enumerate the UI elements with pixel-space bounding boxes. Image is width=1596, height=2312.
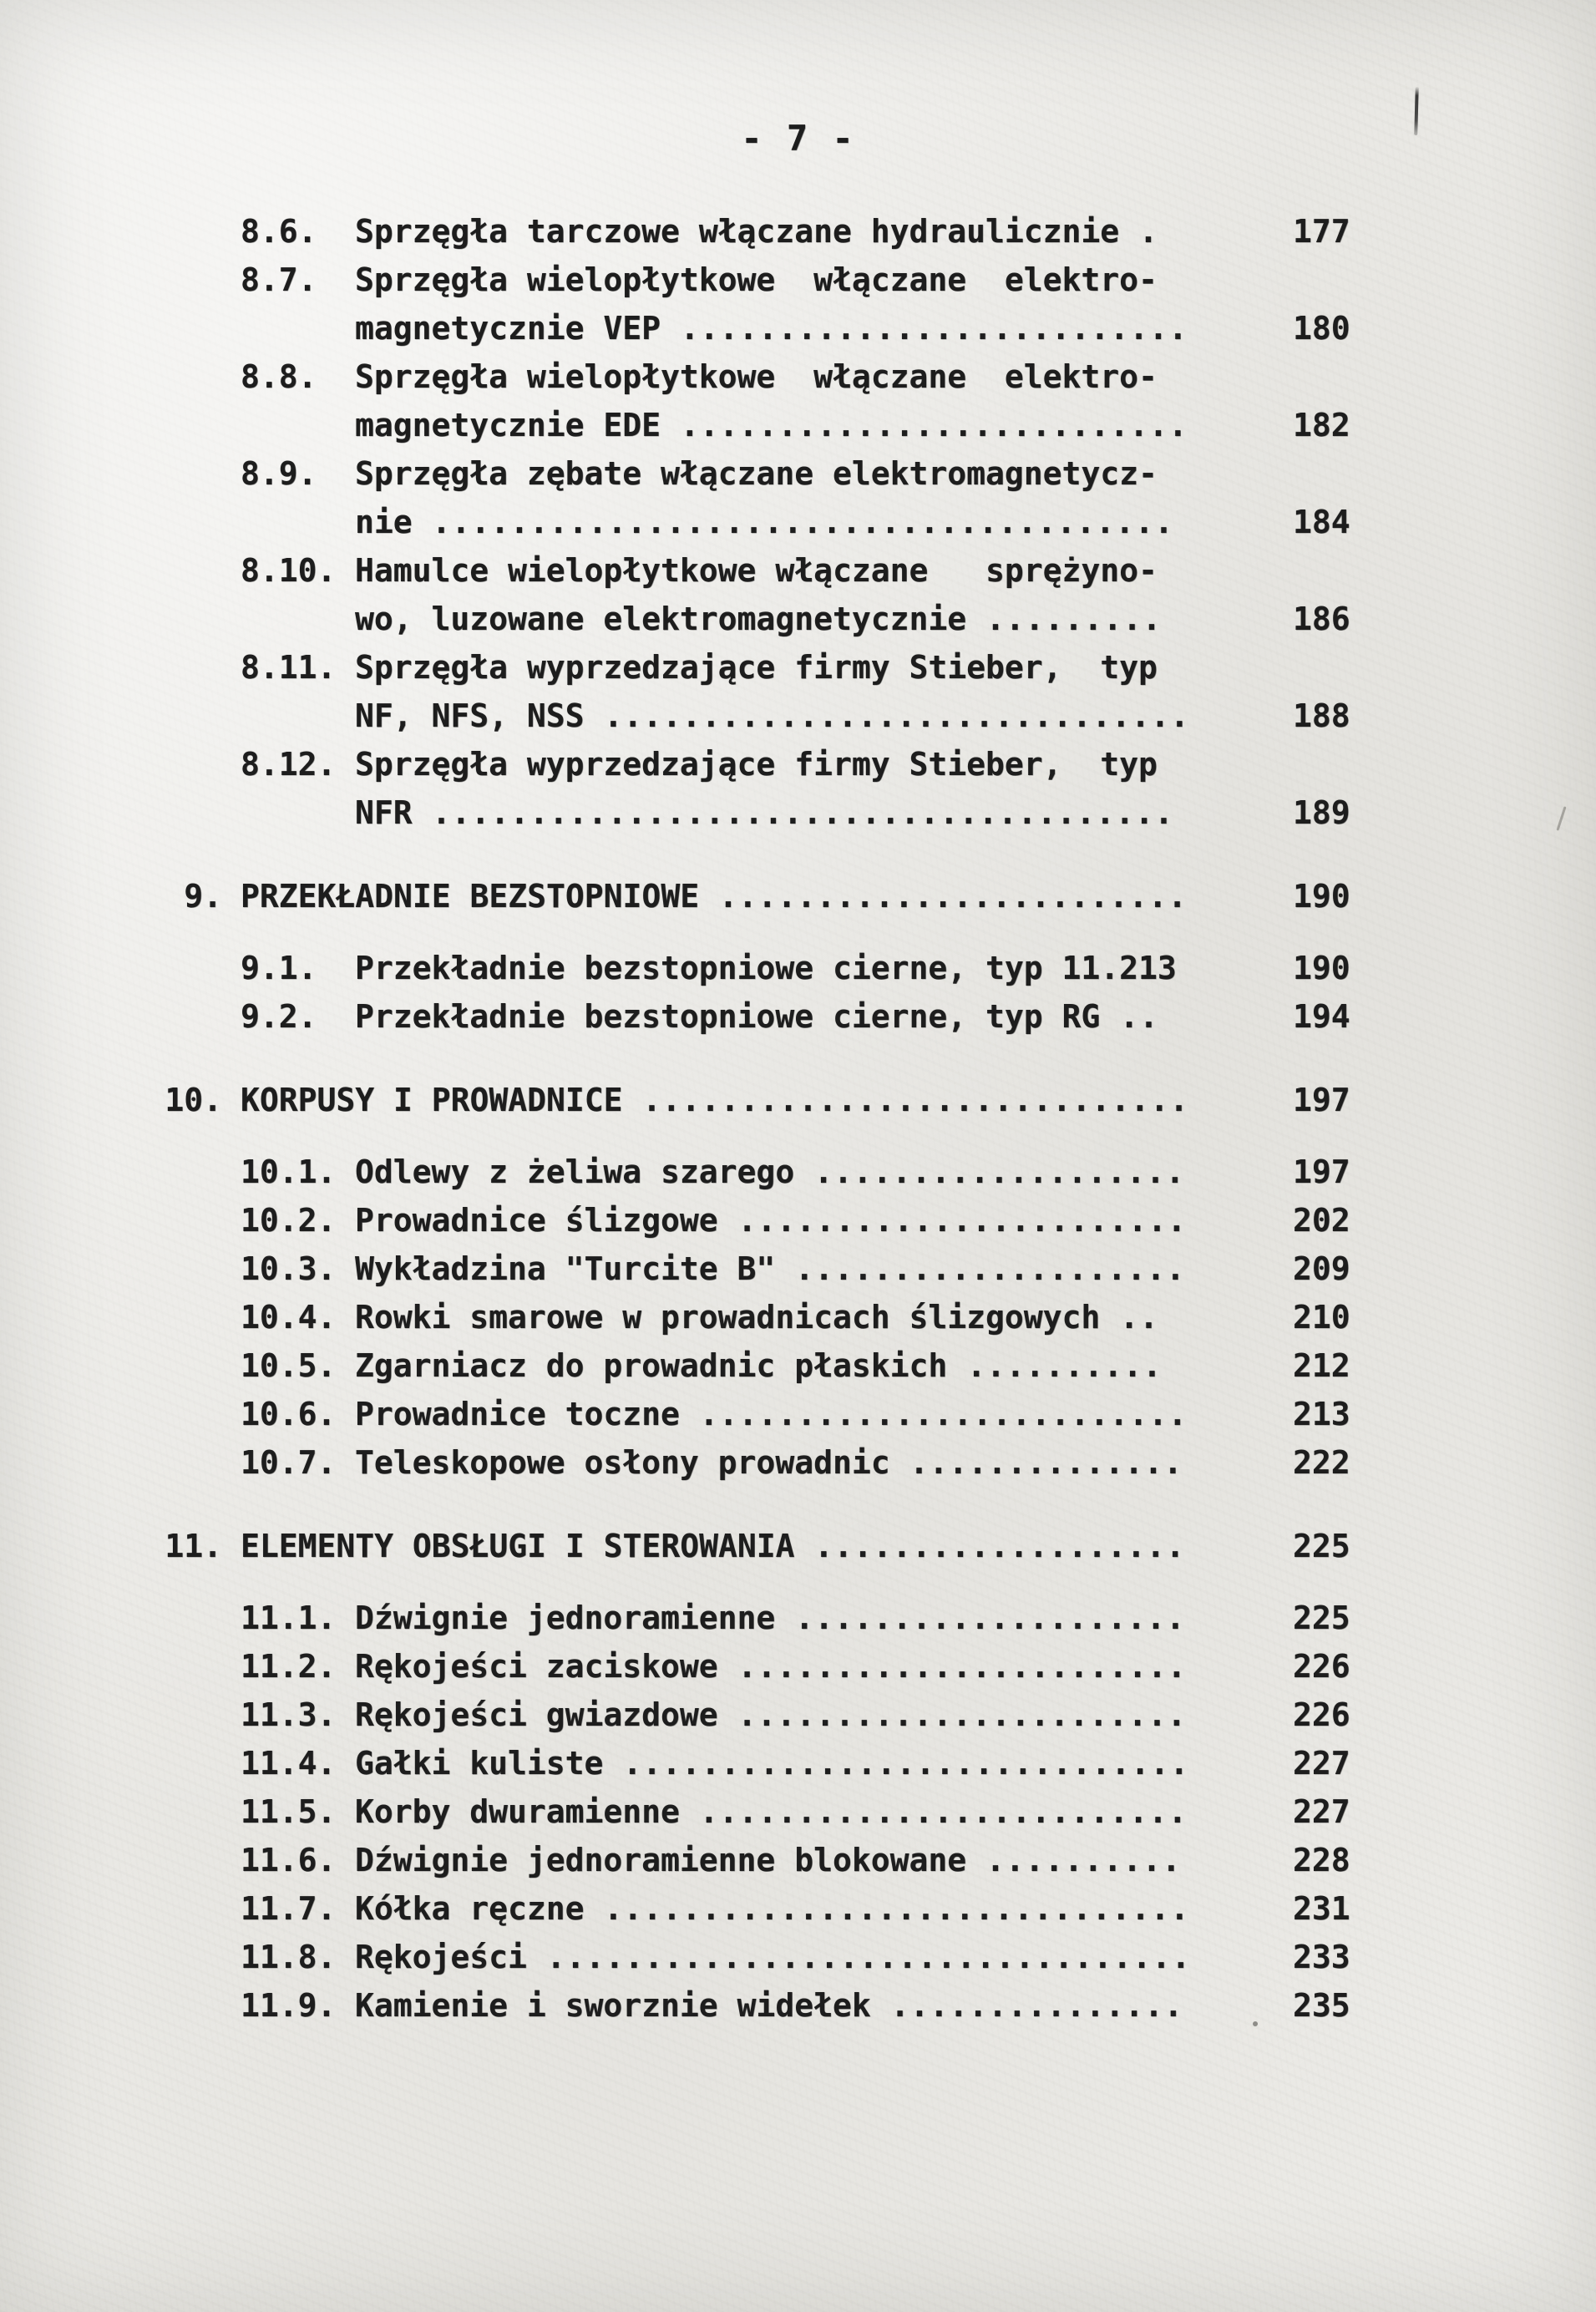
toc-leader-dots: ..........................	[661, 310, 1188, 347]
toc-entry-number: 11.4.	[241, 1745, 337, 1782]
toc-entry-title: Rękojeści zaciskowe	[355, 1648, 718, 1685]
toc-leader-dots: .................................	[526, 1939, 1191, 1975]
toc-page-number: 190	[1293, 878, 1350, 915]
toc-page-number: 227	[1293, 1793, 1350, 1830]
toc-entry-title: Rowki smarowe w prowadnicach ślizgowych	[355, 1299, 1101, 1336]
toc-leader-dots: ....................	[775, 1250, 1186, 1287]
toc-entry-title: Przekładnie bezstopniowe cierne, typ 11.213	[355, 950, 1177, 986]
toc-row	[0, 256, 1596, 304]
toc-leader-dots: .........	[966, 601, 1162, 637]
toc-entry-number: 8.8.	[241, 358, 317, 395]
toc-entry-number: 11.	[165, 1528, 222, 1564]
toc-page-number: 231	[1293, 1890, 1350, 1927]
toc-leader-dots: ............................	[622, 1082, 1189, 1118]
toc-page-number: 227	[1293, 1745, 1350, 1782]
toc-entry-number: 9.	[184, 878, 222, 915]
toc-row	[0, 304, 1596, 352]
toc-entry-title: PRZEKŁADNIE BEZSTOPNIOWE	[241, 878, 700, 915]
toc-entry-number: 10.4.	[241, 1299, 337, 1336]
toc-leader-dots: ..	[1100, 998, 1159, 1035]
toc-row	[0, 872, 1596, 920]
toc-entry-title: nie	[355, 504, 413, 540]
toc-page-number: 186	[1293, 601, 1350, 637]
toc-row	[0, 740, 1596, 788]
toc-page-number: 233	[1293, 1939, 1350, 1975]
toc-entry-title: Przekładnie bezstopniowe cierne, typ RG	[355, 998, 1101, 1035]
toc-page-number: 202	[1293, 1202, 1350, 1239]
toc-entry-title: Prowadnice ślizgowe	[355, 1202, 718, 1239]
toc-page-number: 177	[1293, 213, 1350, 250]
toc-entry-number: 11.7.	[241, 1890, 337, 1927]
toc-entry-number: 11.5.	[241, 1793, 337, 1830]
toc-row	[0, 1981, 1596, 2030]
toc-entry-title: Rękojeści gwiazdowe	[355, 1696, 718, 1733]
toc-row	[0, 1148, 1596, 1196]
toc-page-number: 226	[1293, 1648, 1350, 1685]
toc-entry-title: Hamulce wielopłytkowe włączane sprężyno-	[355, 552, 1158, 589]
toc-entry-title: Kamienie i sworznie widełek	[355, 1987, 871, 2024]
toc-entry-title: Odlewy z żeliwa szarego	[355, 1153, 795, 1190]
toc-row	[0, 643, 1596, 692]
toc-row	[0, 546, 1596, 595]
toc-entry-number: 10.7.	[241, 1444, 337, 1481]
toc-page-number: 209	[1293, 1250, 1350, 1287]
toc-entry-title: Wykładzina "Turcite B"	[355, 1250, 776, 1287]
toc-entry-title: Rękojeści	[355, 1939, 527, 1975]
toc-leader-dots: ........................	[699, 878, 1188, 915]
toc-entry-title: Dźwignie jednoramienne	[355, 1600, 776, 1636]
toc-row	[0, 1594, 1596, 1642]
toc-row	[0, 1933, 1596, 1981]
toc-page-number: 184	[1293, 504, 1350, 540]
toc-row	[0, 1438, 1596, 1487]
toc-leader-dots: .......................	[717, 1202, 1187, 1239]
toc-entry-title: Sprzęgła wyprzedzające firmy Stieber, typ	[355, 649, 1158, 686]
toc-row	[0, 992, 1596, 1041]
toc-row	[0, 1341, 1596, 1390]
toc-entry-number: 10.3.	[241, 1250, 337, 1287]
toc-entry-title: Sprzęgła zębate włączane elektromagnetycz-	[355, 455, 1158, 492]
toc-page-number: 190	[1293, 950, 1350, 986]
toc-leader-dots: .............................	[603, 1745, 1189, 1782]
toc-entry-number: 11.6.	[241, 1842, 337, 1879]
toc-row	[0, 498, 1596, 546]
toc-row	[0, 788, 1596, 837]
scan-speck	[1253, 2021, 1258, 2026]
toc-row	[0, 1196, 1596, 1245]
toc-row	[0, 1642, 1596, 1691]
toc-entry-title: wo, luzowane elektromagnetycznie	[355, 601, 967, 637]
toc-page-number: 180	[1293, 310, 1350, 347]
toc-leader-dots: ......................................	[412, 794, 1174, 831]
toc-entry-title: Korby dwuramienne	[355, 1793, 680, 1830]
toc-leader-dots: ..............................	[584, 1890, 1190, 1927]
toc-entry-number: 8.11.	[241, 649, 337, 686]
toc-row	[0, 1076, 1596, 1124]
toc-leader-dots: ..........	[947, 1347, 1163, 1384]
toc-entry-number: 8.7.	[241, 261, 317, 298]
page-number: - 7 -	[741, 118, 855, 159]
toc-leader-dots: ....................	[775, 1600, 1186, 1636]
toc-entry-number: 11.9.	[241, 1987, 337, 2024]
toc-row	[0, 449, 1596, 498]
toc-row	[0, 1787, 1596, 1836]
toc-entry-number: 11.2.	[241, 1648, 337, 1685]
toc-leader-dots: ......................................	[412, 504, 1174, 540]
toc-leader-dots: ..........	[966, 1842, 1182, 1879]
toc-page-number: 182	[1293, 407, 1350, 444]
toc-row	[0, 1739, 1596, 1787]
toc-entry-number: 11.8.	[241, 1939, 337, 1975]
toc-leader-dots: ..........................	[661, 407, 1188, 444]
toc-row	[0, 1836, 1596, 1884]
toc-leader-dots: .........................	[679, 1396, 1188, 1432]
toc-leader-dots: ..............	[889, 1444, 1183, 1481]
toc-row	[0, 1522, 1596, 1570]
toc-entry-title: Prowadnice toczne	[355, 1396, 680, 1432]
toc-row	[0, 1390, 1596, 1438]
toc-entry-title: NFR	[355, 794, 413, 831]
toc-entry-title: ELEMENTY OBSŁUGI I STEROWANIA	[241, 1528, 795, 1564]
toc-entry-number: 11.3.	[241, 1696, 337, 1733]
toc-entry-number: 8.6.	[241, 213, 317, 250]
toc-row	[0, 1293, 1596, 1341]
toc-page-number: 197	[1293, 1153, 1350, 1190]
toc-entry-number: 8.9.	[241, 455, 317, 492]
toc-entry-number: 9.1.	[241, 950, 317, 986]
toc-leader-dots: .......................	[717, 1648, 1187, 1685]
toc-page-number: 228	[1293, 1842, 1350, 1879]
toc-entry-title: Sprzęgła tarczowe włączane hydraulicznie	[355, 213, 1120, 250]
toc-page-number: 235	[1293, 1987, 1350, 2024]
toc-page-number: 222	[1293, 1444, 1350, 1481]
toc-entry-number: 9.2.	[241, 998, 317, 1035]
toc-row	[0, 352, 1596, 401]
toc-row	[0, 595, 1596, 643]
toc-entry-title: Sprzęgła wielopłytkowe włączane elektro-	[355, 261, 1158, 298]
toc-entry-number: 11.1.	[241, 1600, 337, 1636]
toc-entry-title: Zgarniacz do prowadnic płaskich	[355, 1347, 948, 1384]
toc-page-number: 213	[1293, 1396, 1350, 1432]
toc-page-number: 189	[1293, 794, 1350, 831]
toc-leader-dots: ..............................	[584, 697, 1190, 734]
toc-entry-title: Teleskopowe osłony prowadnic	[355, 1444, 890, 1481]
toc-entry-title: NF, NFS, NSS	[355, 697, 585, 734]
toc-entry-title: KORPUSY I PROWADNICE	[241, 1082, 623, 1118]
toc-row	[0, 692, 1596, 740]
toc-row	[0, 1691, 1596, 1739]
toc-entry-number: 10.1.	[241, 1153, 337, 1190]
toc-entry-number: 10.5.	[241, 1347, 337, 1384]
toc	[0, 207, 1596, 2030]
toc-leader-dots: ...................	[794, 1528, 1186, 1564]
toc-entry-number: 10.6.	[241, 1396, 337, 1432]
toc-row	[0, 401, 1596, 449]
toc-entry-title: Kółka ręczne	[355, 1890, 585, 1927]
toc-entry-title: Dźwignie jednoramienne blokowane	[355, 1842, 967, 1879]
toc-row	[0, 207, 1596, 256]
toc-entry-title: magnetycznie VEP	[355, 310, 661, 347]
toc-row	[0, 1884, 1596, 1933]
toc-page-number: 197	[1293, 1082, 1350, 1118]
toc-entry-number: 10.	[165, 1082, 222, 1118]
toc-page-number: 212	[1293, 1347, 1350, 1384]
toc-entry-number: 8.10.	[241, 552, 337, 589]
toc-page-number: 225	[1293, 1600, 1350, 1636]
toc-entry-title: Sprzęgła wyprzedzające firmy Stieber, typ	[355, 746, 1158, 783]
toc-page-number: 225	[1293, 1528, 1350, 1564]
toc-entry-title: magnetycznie EDE	[355, 407, 661, 444]
toc-row	[0, 1245, 1596, 1293]
toc-leader-dots: .........................	[679, 1793, 1188, 1830]
toc-leader-dots: ...................	[794, 1153, 1185, 1190]
toc-page-number: 210	[1293, 1299, 1350, 1336]
toc-entry-number: 8.12.	[241, 746, 337, 783]
toc-entry-title: Sprzęgła wielopłytkowe włączane elektro-	[355, 358, 1158, 395]
toc-row	[0, 944, 1596, 992]
toc-leader-dots: ..	[1100, 1299, 1159, 1336]
toc-entry-number: 10.2.	[241, 1202, 337, 1239]
toc-leader-dots: .	[1119, 213, 1158, 250]
toc-leader-dots: .......................	[717, 1696, 1187, 1733]
toc-page-number: 226	[1293, 1696, 1350, 1733]
toc-page-number: 194	[1293, 998, 1350, 1035]
toc-leader-dots: ...............	[870, 1987, 1183, 2024]
toc-page-number: 188	[1293, 697, 1350, 734]
toc-entry-title: Gałki kuliste	[355, 1745, 604, 1782]
